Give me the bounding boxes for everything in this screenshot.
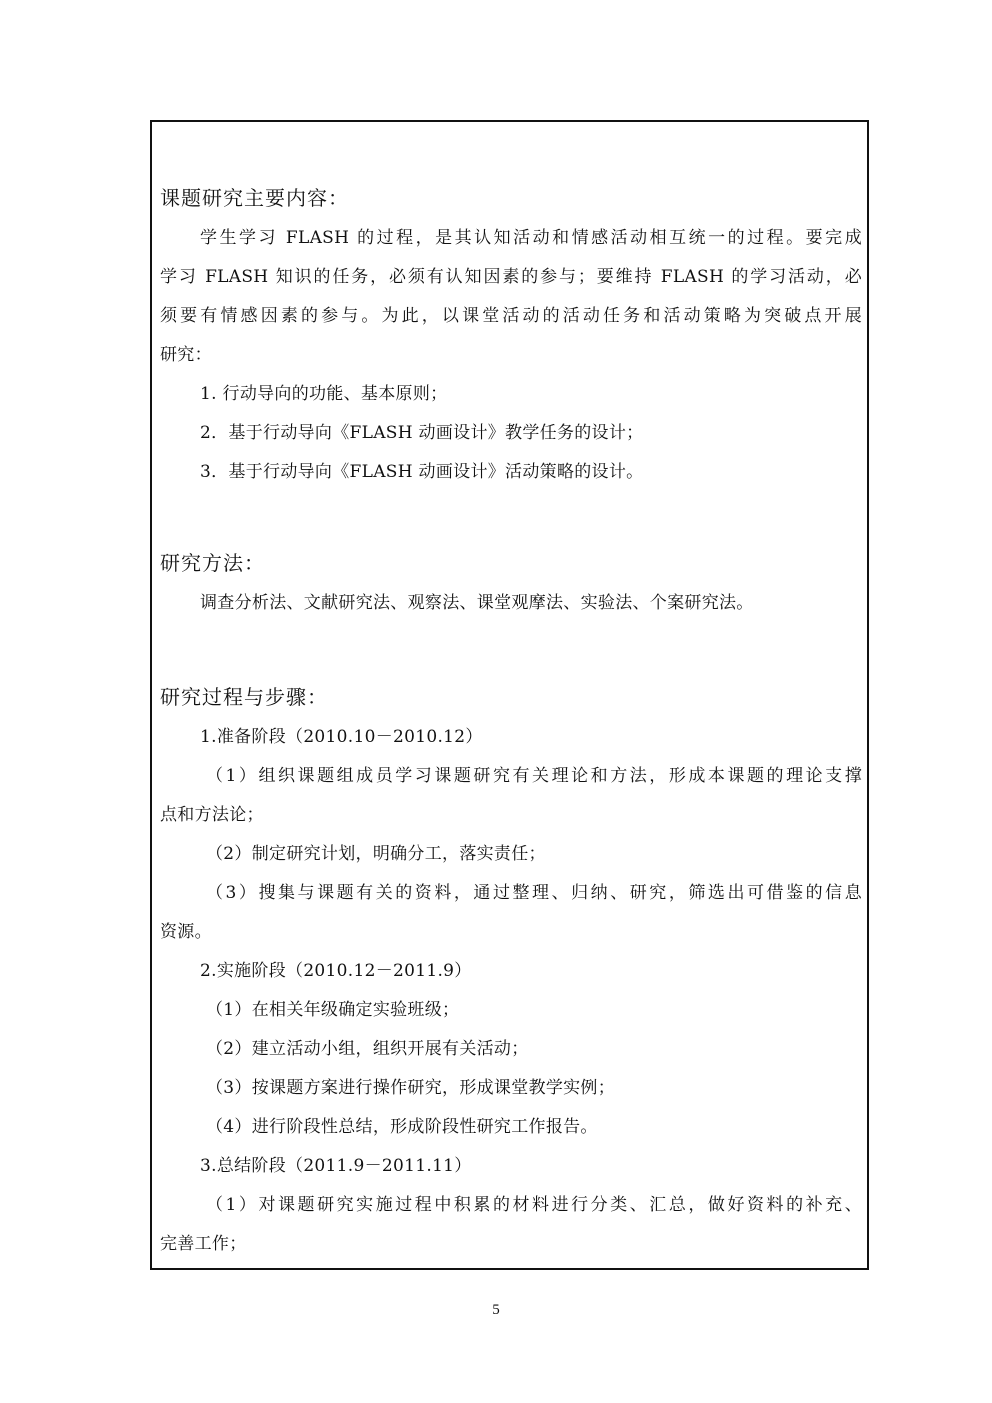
stage-title: 1.准备阶段（2010.10－2010.12） <box>200 727 483 747</box>
list-item: （3）按课题方案进行操作研究，形成课堂教学实例； <box>206 1078 616 1098</box>
list-item-continuation: 资源。 <box>160 922 212 942</box>
list-item-continuation: 完善工作； <box>160 1234 247 1254</box>
section-heading-content: 课题研究主要内容： <box>160 186 349 210</box>
paragraph-line: 研究： <box>160 345 212 365</box>
list-item: （2）建立活动小组，组织开展有关活动； <box>206 1039 529 1059</box>
list-item: （1）组织课题组成员学习课题研究有关理论和方法，形成本课题的理论支撑 <box>206 766 862 786</box>
list-item: （1）在相关年级确定实验班级； <box>206 1000 460 1020</box>
stage-title: 2.实施阶段（2010.12－2011.9） <box>200 961 472 981</box>
list-item: 1. 行动导向的功能、基本原则； <box>200 384 448 404</box>
list-item: （1）对课题研究实施过程中积累的材料进行分类、汇总，做好资料的补充、 <box>206 1195 862 1215</box>
section-heading-method: 研究方法： <box>160 551 265 575</box>
list-item: （3）搜集与课题有关的资料，通过整理、归纳、研究，筛选出可借鉴的信息 <box>206 883 862 903</box>
list-item-continuation: 点和方法论； <box>160 805 264 825</box>
page-number: 5 <box>492 1302 500 1318</box>
list-item: 2．基于行动导向《FLASH 动画设计》教学任务的设计； <box>200 423 644 443</box>
list-item: 3．基于行动导向《FLASH 动画设计》活动策略的设计。 <box>200 462 644 482</box>
paragraph-line: 须要有情感因素的参与。为此，以课堂活动的活动任务和活动策略为突破点开展 <box>160 306 862 326</box>
paragraph-line: 学习 FLASH 知识的任务，必须有认知因素的参与；要维持 FLASH 的学习活动，必 <box>160 267 862 287</box>
stage-title: 3.总结阶段（2011.9－2011.11） <box>200 1156 472 1176</box>
list-item: （2）制定研究计划，明确分工，落实责任； <box>206 844 546 864</box>
section-heading-process: 研究过程与步骤： <box>160 685 328 709</box>
list-item: （4）进行阶段性总结，形成阶段性研究工作报告。 <box>206 1117 598 1137</box>
paragraph-line: 学生学习 FLASH 的过程，是其认知活动和情感活动相互统一的过程。要完成 <box>200 228 862 248</box>
method-text: 调查分析法、文献研究法、观察法、课堂观摩法、实验法、个案研究法。 <box>200 593 754 613</box>
